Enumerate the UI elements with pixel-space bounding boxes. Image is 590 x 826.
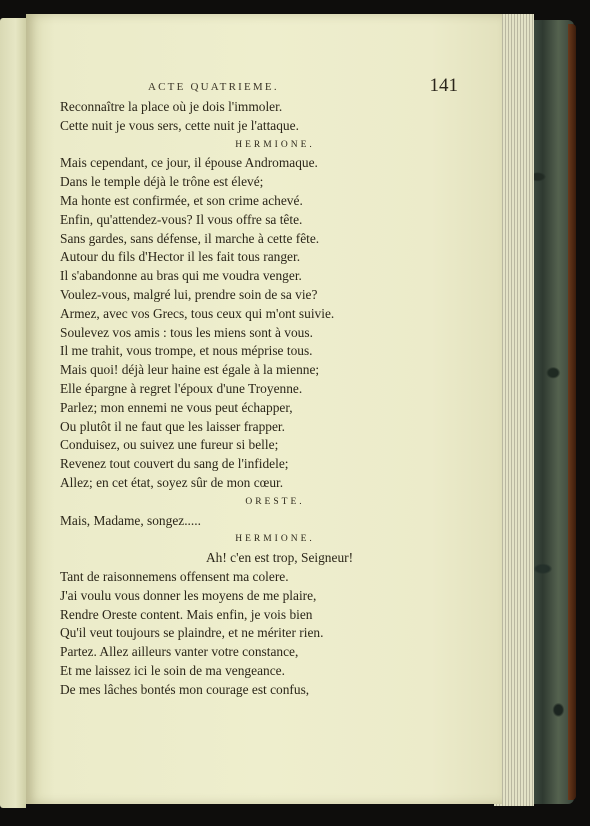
verse-line: J'ai voulu vous donner les moyens de me plaire,	[60, 587, 317, 603]
facing-page-edge	[0, 18, 26, 808]
verse-line: De mes lâches bontés mon courage est confus,	[60, 681, 310, 697]
speaker-name: HERMIONE.	[235, 534, 315, 545]
verse-line: Et me laissez ici le soin de ma vengeance.	[60, 662, 285, 678]
speaker-name: HERMIONE.	[235, 139, 315, 150]
verse-line: Enfin, qu'attendez-vous? Il vous offre sa tête.	[60, 211, 303, 227]
verse-line: Sans gardes, sans défense, il marche à cette fête.	[60, 230, 320, 246]
verse-line: Partez. Allez ailleurs vanter votre constance,	[60, 644, 299, 660]
verse-line: Reconnaître la place où je dois l'immoler.	[60, 99, 283, 114]
page-number: 141	[429, 75, 458, 96]
verse-line: Mais quoi! déjà leur haine est égale à la mienne;	[60, 362, 320, 378]
verse-line: Il s'abandonne au bras qui me voudra venger.	[60, 268, 302, 284]
verse-line: Autour du fils d'Hector il les fait tous ranger.	[60, 249, 301, 265]
speaker-name: ORESTE.	[245, 496, 305, 507]
cover-edge	[568, 24, 576, 800]
verse-line: Dans le temple déjà le trône est élevé;	[60, 174, 264, 190]
verse-line: Parlez; mon ennemi ne vous peut échapper,	[60, 399, 293, 415]
verse-line: Conduisez, ou suivez une fureur si belle;	[60, 437, 279, 453]
verse-line: Ah! c'en est trop, Seigneur!	[206, 550, 354, 566]
verse-line: Voulez-vous, malgré lui, prendre soin de sa vie?	[60, 286, 318, 302]
verse-line: Soulevez vos amis : tous les miens sont à vous.	[60, 324, 313, 340]
verse-line: Qu'il veut toujours se plaindre, et ne mériter rien.	[60, 625, 324, 641]
verse-line: Armez, avec vos Grecs, tous ceux qui m'ont suivie.	[60, 305, 335, 321]
verse-line: Rendre Oreste content. Mais enfin, je vois bien	[60, 606, 313, 622]
verse-line: Mais, Madame, songez.....	[60, 512, 201, 528]
verse-line: Ou plutôt il ne faut que les laisser frapper.	[60, 418, 285, 434]
verse-line: Elle épargne à regret l'époux d'une Troyenne.	[60, 380, 303, 396]
verse-text	[60, 98, 480, 700]
page-header	[148, 75, 458, 98]
verse-line: Il me trahit, vous trompe, et nous méprise tous.	[60, 343, 313, 359]
verse-line: Revenez tout couvert du sang de l'infidele;	[60, 456, 289, 472]
verse-line: Ma honte est confirmée, et son crime achevé.	[60, 192, 303, 208]
verse-line: Tant de raisonnemens offensent ma colere.	[60, 568, 289, 584]
verse-line: Mais cependant, ce jour, il épouse Andromaque.	[60, 155, 318, 171]
running-title: ACTE QUATRIEME.	[148, 81, 279, 93]
verse-line: Cette nuit je vous sers, cette nuit je l'attaque.	[60, 117, 299, 133]
verse-line: Allez; en cet état, soyez sûr de mon cœur.	[60, 474, 284, 490]
